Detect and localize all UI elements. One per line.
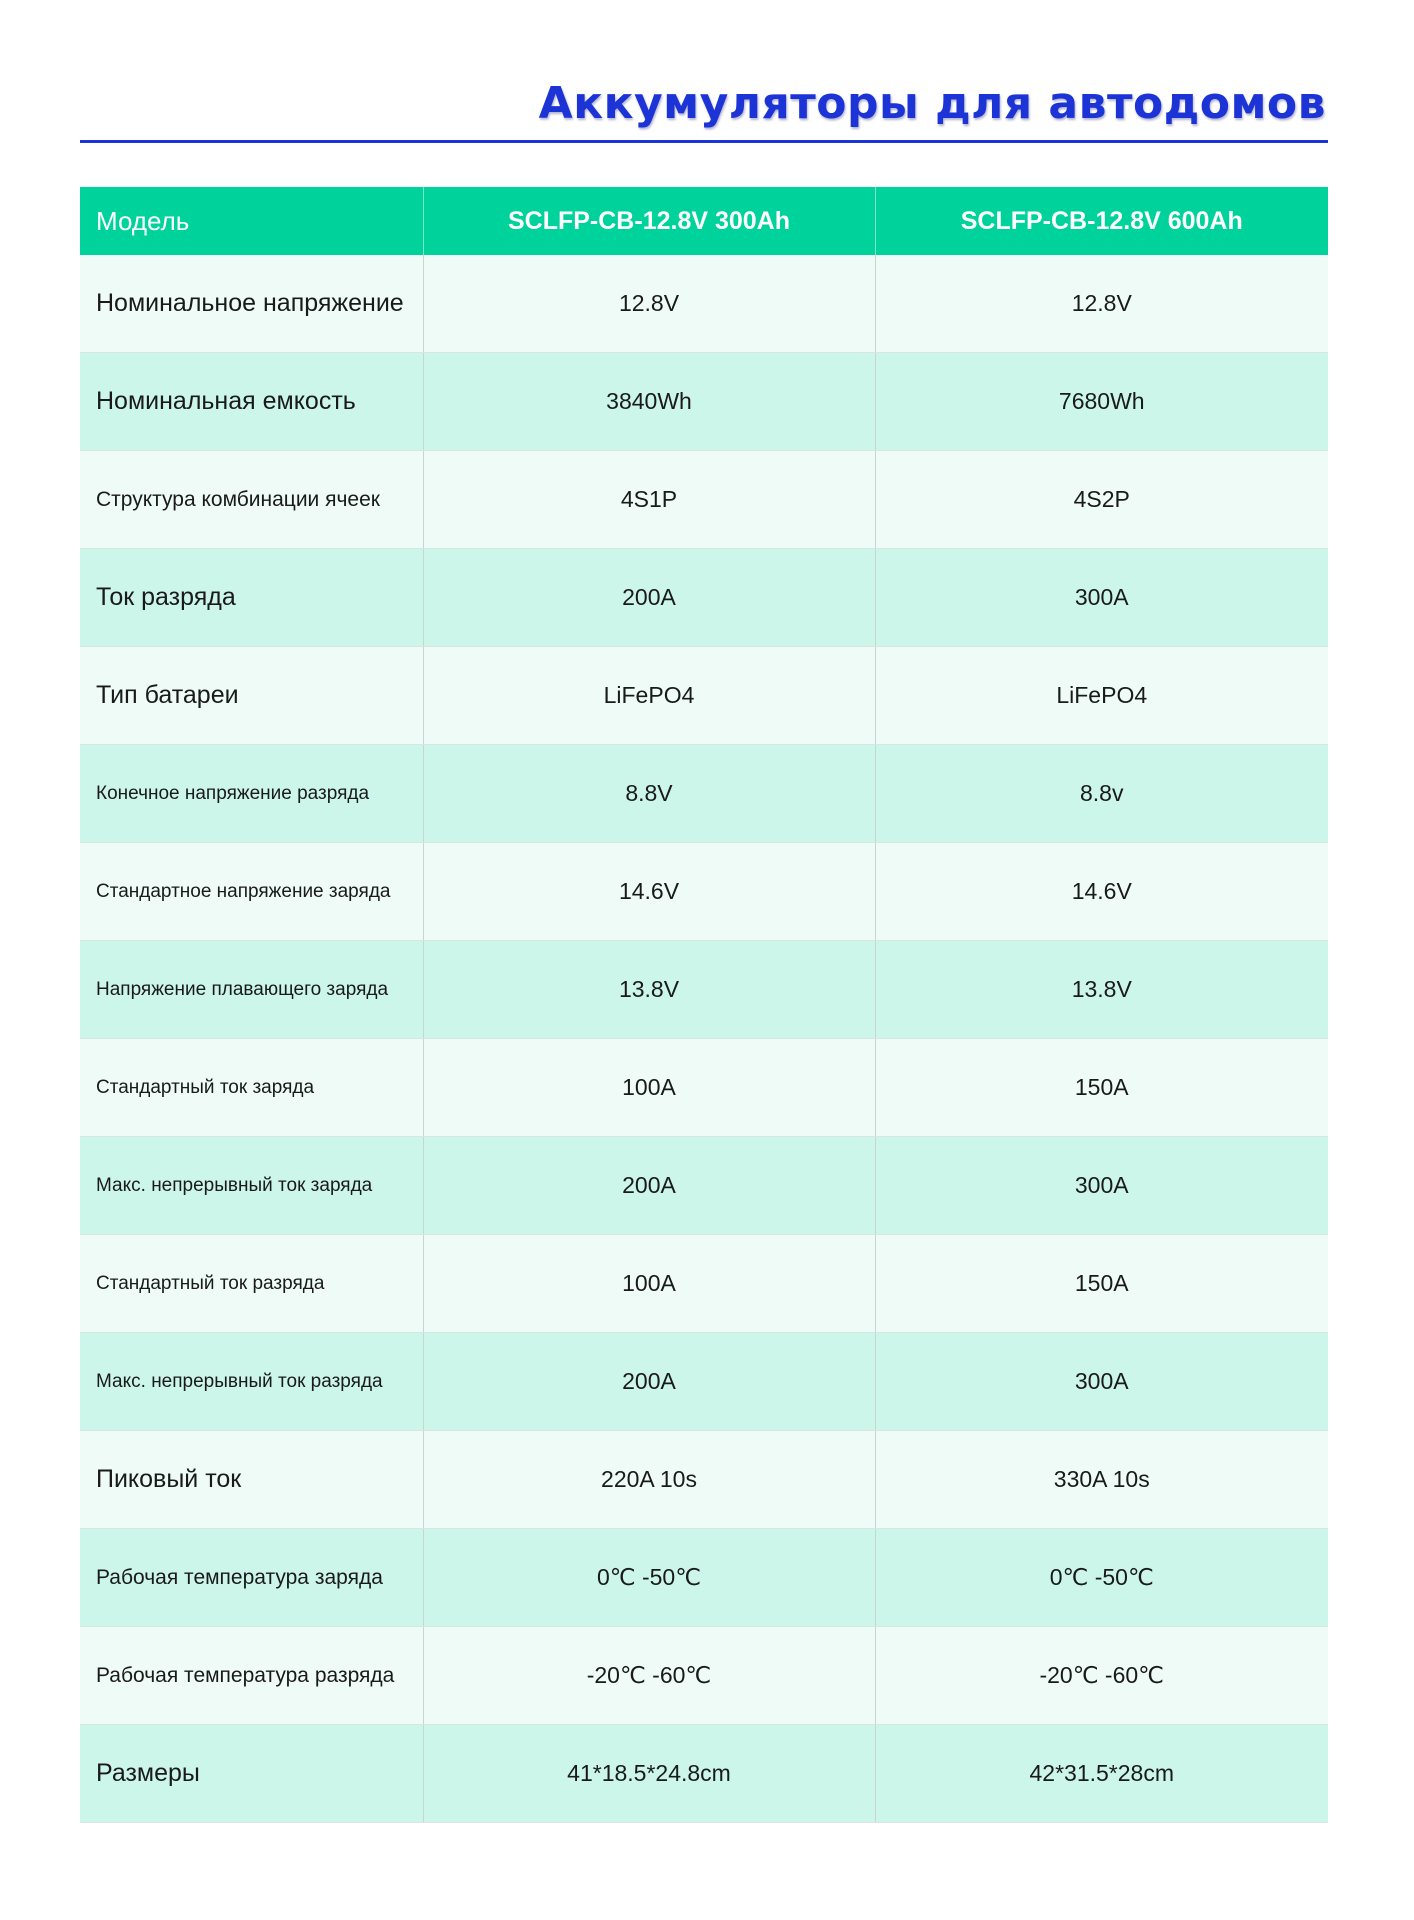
value-600ah: 13.8V <box>875 941 1328 1039</box>
param-name: Стандартное напряжение заряда <box>80 843 423 941</box>
table-row <box>80 1627 1328 1725</box>
value-600ah: 300A <box>875 1137 1328 1235</box>
value-300ah: -20℃ -60℃ <box>423 1627 875 1725</box>
value-300ah: 12.8V <box>423 255 875 353</box>
value-300ah: 13.8V <box>423 941 875 1039</box>
param-name: Напряжение плавающего заряда <box>80 941 423 1039</box>
value-300ah: 3840Wh <box>423 353 875 451</box>
param-name: Стандартный ток заряда <box>80 1039 423 1137</box>
table-row <box>80 1137 1328 1235</box>
table-row <box>80 941 1328 1039</box>
param-name: Номинальное напряжение <box>80 255 423 353</box>
value-600ah: 42*31.5*28cm <box>875 1725 1328 1823</box>
value-600ah: 300A <box>875 549 1328 647</box>
param-name: Структура комбинации ячеек <box>80 451 423 549</box>
table-row <box>80 1235 1328 1333</box>
value-300ah: 200A <box>423 549 875 647</box>
param-name: Ток разряда <box>80 549 423 647</box>
table-row <box>80 549 1328 647</box>
value-600ah: 300A <box>875 1333 1328 1431</box>
param-name: Конечное напряжение разряда <box>80 745 423 843</box>
value-600ah: 7680Wh <box>875 353 1328 451</box>
table-row <box>80 451 1328 549</box>
value-600ah: 150A <box>875 1235 1328 1333</box>
table-row <box>80 353 1328 451</box>
param-name: Размеры <box>80 1725 423 1823</box>
value-300ah: 100A <box>423 1235 875 1333</box>
param-name: Макс. непрерывный ток заряда <box>80 1137 423 1235</box>
header-300ah: SCLFP-CB-12.8V 300Ah <box>423 187 875 255</box>
param-name: Номинальная емкость <box>80 353 423 451</box>
value-600ah: 330A 10s <box>875 1431 1328 1529</box>
table-row <box>80 745 1328 843</box>
table-row <box>80 1333 1328 1431</box>
value-600ah: 4S2P <box>875 451 1328 549</box>
header-600ah: SCLFP-CB-12.8V 600Ah <box>875 187 1328 255</box>
table-row <box>80 255 1328 353</box>
value-600ah: 12.8V <box>875 255 1328 353</box>
table-row <box>80 647 1328 745</box>
table-row <box>80 1431 1328 1529</box>
table-row <box>80 1039 1328 1137</box>
value-300ah: 0℃ -50℃ <box>423 1529 875 1627</box>
spec-table <box>80 187 1328 1823</box>
value-600ah: 0℃ -50℃ <box>875 1529 1328 1627</box>
value-600ah: -20℃ -60℃ <box>875 1627 1328 1725</box>
value-300ah: 8.8V <box>423 745 875 843</box>
param-name: Стандартный ток разряда <box>80 1235 423 1333</box>
param-name: Рабочая температура разряда <box>80 1627 423 1725</box>
param-name: Рабочая температура заряда <box>80 1529 423 1627</box>
table-row <box>80 1725 1328 1823</box>
title-underline <box>80 140 1328 143</box>
value-300ah: 200A <box>423 1137 875 1235</box>
value-300ah: 200A <box>423 1333 875 1431</box>
table-row <box>80 843 1328 941</box>
value-300ah: 4S1P <box>423 451 875 549</box>
value-300ah: 41*18.5*24.8cm <box>423 1725 875 1823</box>
header-model: Модель <box>80 187 423 255</box>
param-name: Пиковый ток <box>80 1431 423 1529</box>
page-title: Аккумуляторы для автодомов <box>538 78 1326 129</box>
value-300ah: 100A <box>423 1039 875 1137</box>
param-name: Тип батареи <box>80 647 423 745</box>
value-300ah: 220A 10s <box>423 1431 875 1529</box>
value-600ah: LiFePO4 <box>875 647 1328 745</box>
value-600ah: 150A <box>875 1039 1328 1137</box>
table-row <box>80 1529 1328 1627</box>
value-300ah: 14.6V <box>423 843 875 941</box>
value-300ah: LiFePO4 <box>423 647 875 745</box>
value-600ah: 8.8v <box>875 745 1328 843</box>
param-name: Макс. непрерывный ток разряда <box>80 1333 423 1431</box>
value-600ah: 14.6V <box>875 843 1328 941</box>
table-header-row <box>80 187 1328 255</box>
